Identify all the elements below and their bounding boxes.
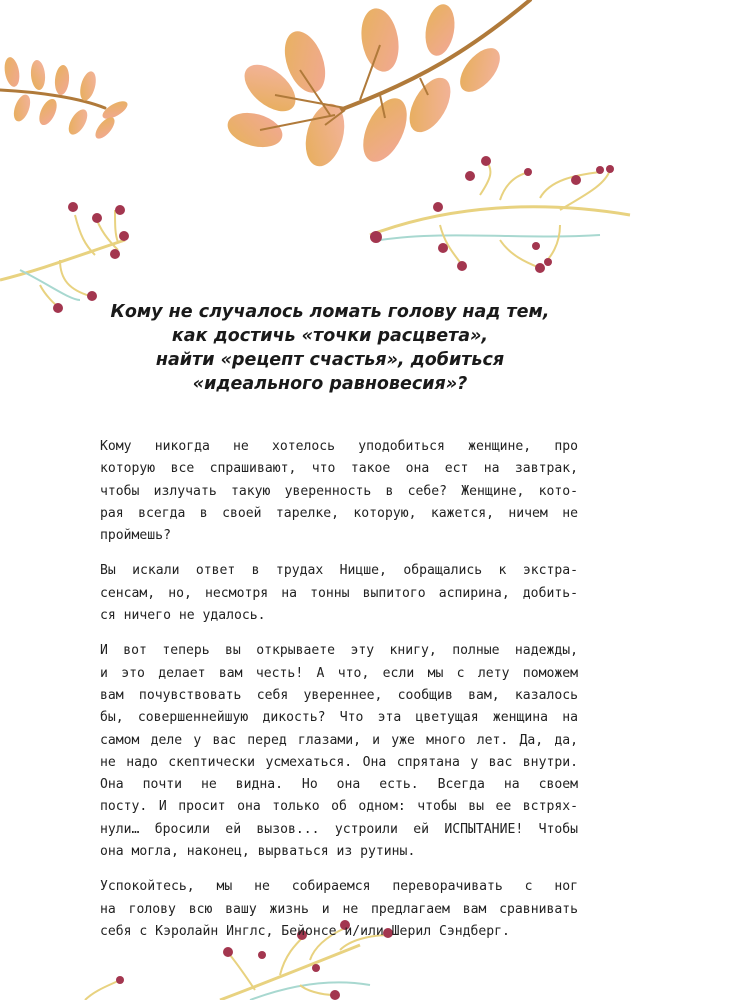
intro-question-line: «идеального равновесия»? (192, 374, 468, 394)
text-line: Кому никогда не хотелось уподобиться женщине, про (100, 439, 578, 454)
text-line: она могла, наконец, вырваться из рутины. (100, 844, 416, 860)
text-line: Успокойтесь, мы не собираемся переворачивать с ног (100, 879, 578, 895)
text-line: самом деле у вас перед глазами, и уже много лет. Да, да, (100, 732, 578, 748)
text-line: ся ничего не удалось. (100, 608, 266, 624)
text-line: Она почти не видна. Но она есть. Всегда на своем (100, 777, 578, 793)
intro-question (100, 300, 560, 396)
text-line: проймешь? (100, 528, 171, 544)
intro-question-line: Кому не случалось ломать голову над тем, (110, 302, 550, 322)
intro-question-line: найти «рецепт счастья», добиться (155, 350, 505, 370)
text-line: нули… бросили ей вызов... устроили ей ИСПЫТАНИЕ! Чтобы (100, 821, 578, 837)
text-line: которую все спрашивают, что такое она ест на завтрак, (100, 461, 578, 477)
text-line: сенсам, но, несмотря на тонны выпитого аспирина, добить- (100, 585, 578, 601)
leaf-branch-top-left (0, 56, 130, 142)
text-line: вам почувствовать себя увереннее, сообщив вам, казалось (100, 687, 578, 703)
paragraph (100, 640, 578, 863)
berry-sprig-right (370, 156, 630, 273)
text-line: рая всегда в своей тарелке, которую, кажется, ничем не (100, 505, 578, 521)
text-line: Вы искали ответ в трудах Ницше, обращались к экстра- (100, 563, 578, 579)
intro-question-line: как достичь «точки расцвета», (171, 326, 489, 346)
text-line: чтобы излучать такую уверенность в себе? Женщине, кото- (100, 483, 578, 499)
body-text (100, 436, 578, 956)
text-line: на голову всю вашу жизнь и не предлагаем вам сравнивать (100, 901, 578, 917)
berry-sprig-bottom-left (85, 976, 124, 1000)
text-line: не надо скептически усмехаться. Она спрятана у вас внутри. (100, 754, 578, 770)
text-line: себя с Кэролайн Инглс, Бейонсе и/или Шерил Сэндберг. (100, 923, 510, 939)
paragraph (100, 876, 578, 943)
text-line: посту. И просит она только об одном: чтобы вы ее встрях- (100, 799, 578, 815)
leaf-branch-top-right (224, 0, 530, 171)
text-line: и это делает вам честь! А что, если мы с лету поможем (100, 665, 578, 681)
paragraph (100, 436, 578, 547)
paragraph (100, 560, 578, 627)
text-line: И вот теперь вы открываете эту книгу, полные надежды, (100, 643, 578, 659)
berry-sprig-left (0, 202, 129, 313)
text-line: бы, совершеннейшую дикость? Что эта цветущая женщина на (100, 710, 578, 726)
